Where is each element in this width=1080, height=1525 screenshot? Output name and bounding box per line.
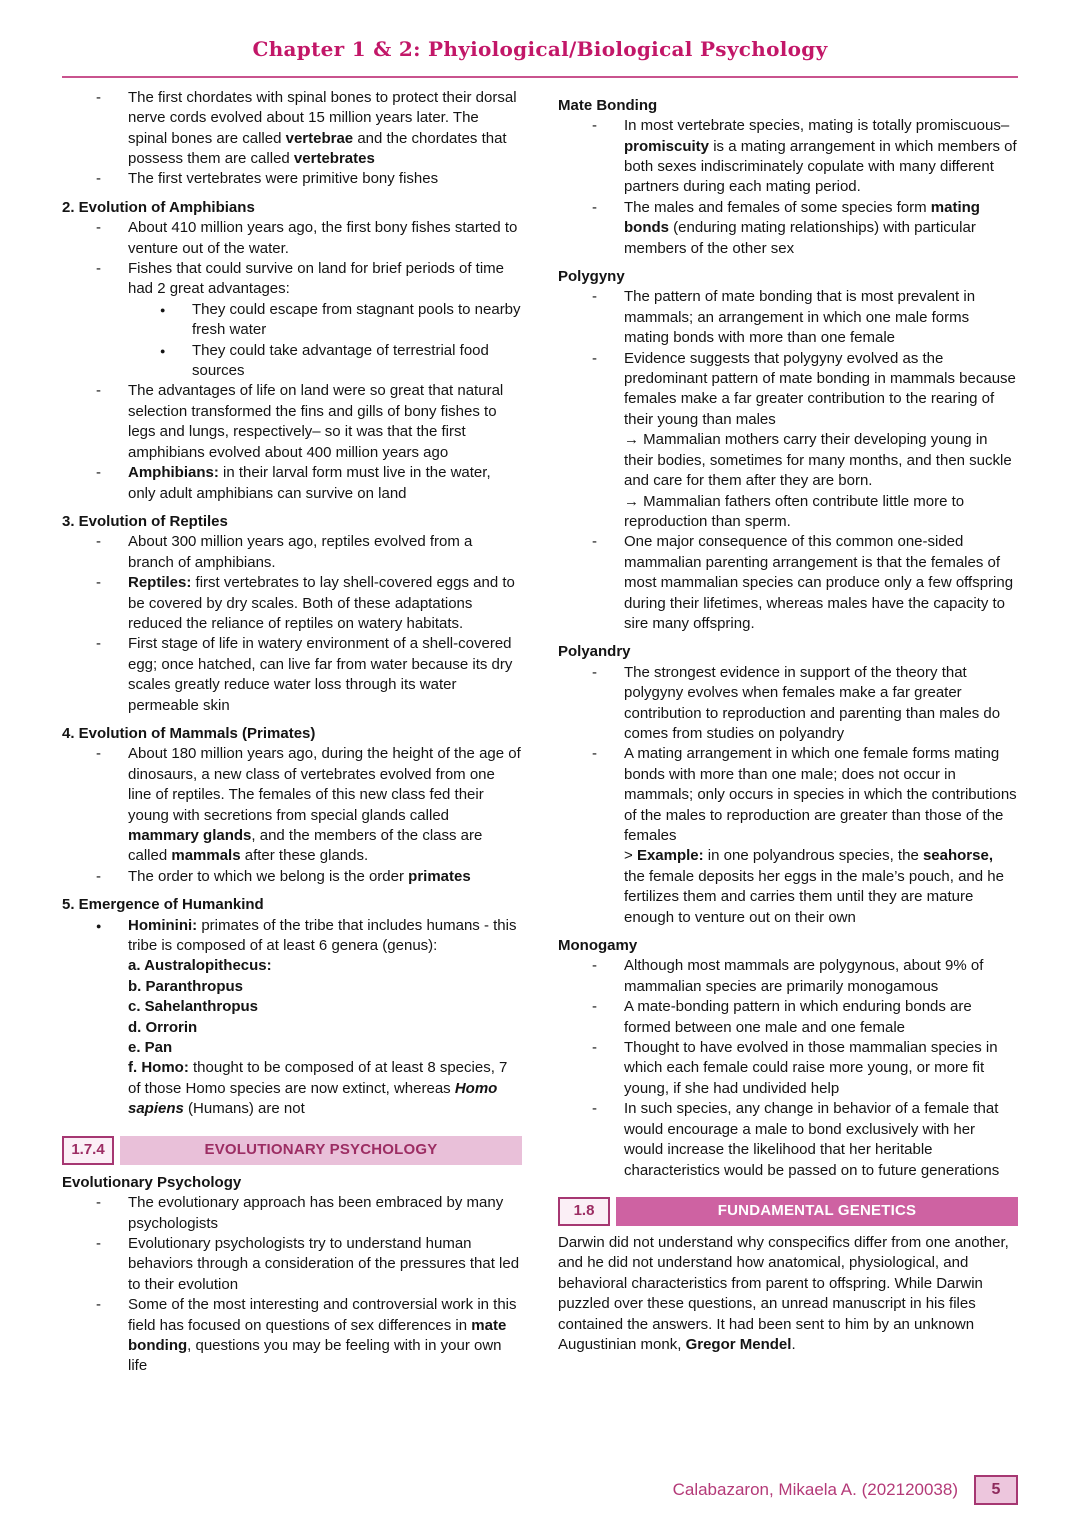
section-heading: 4. Evolution of Mammals (Primates) bbox=[62, 724, 316, 742]
text-run: b. Paranthropus bbox=[128, 977, 244, 995]
text-run: c. Sahelanthropus bbox=[128, 998, 259, 1016]
list-item-text bbox=[624, 116, 1018, 198]
section-heading: 2. Evolution of Amphibians bbox=[62, 198, 255, 216]
text-run: mammals bbox=[171, 847, 241, 865]
text-run: Evolutionary psychologists try to understand human behaviors through a consideration of the pressures that led to their evolution bbox=[128, 1234, 520, 1293]
bullet-marker: ● bbox=[160, 345, 166, 356]
list-item bbox=[558, 1099, 1018, 1181]
list-item bbox=[62, 381, 522, 463]
list-item-text bbox=[624, 287, 1018, 348]
section-banner bbox=[62, 1136, 522, 1165]
list-item bbox=[558, 349, 1018, 533]
list-item bbox=[558, 532, 1018, 634]
text-run: thought to be composed of at least 8 species, 7 of those Homo species are now extinct, whereas bbox=[128, 1059, 508, 1097]
dash-marker: - bbox=[96, 1296, 101, 1314]
list-item-text bbox=[624, 956, 1018, 997]
text-run: Fishes that could survive on land for brief periods of time had 2 great advantages: bbox=[128, 260, 505, 298]
dash-marker: - bbox=[96, 1194, 101, 1212]
text-run: and the chordates that possess them are called bbox=[128, 129, 507, 167]
left-column bbox=[62, 88, 522, 1377]
list-item bbox=[558, 1038, 1018, 1099]
section-heading: Polyandry bbox=[558, 643, 631, 661]
list-item-text bbox=[624, 744, 1018, 928]
text-run: A mating arrangement in which one female forms mating bonds with more than one male; does not occur in mammals; only occurs in species in which the contributions of the males to reproduction are greater than those of the females bbox=[624, 745, 1017, 844]
text-run: (Humans) are not bbox=[183, 1100, 305, 1118]
list-item bbox=[62, 218, 522, 259]
page-number: 5 bbox=[974, 1475, 1018, 1505]
text-run: promiscuity bbox=[624, 137, 710, 155]
list-item-text bbox=[624, 997, 1018, 1038]
dash-marker: - bbox=[96, 219, 101, 237]
list-item-text bbox=[128, 88, 522, 170]
text-run: > bbox=[624, 847, 637, 865]
text-run: → Mammalian fathers often contribute little more to reproduction than sperm. bbox=[624, 492, 965, 530]
dash-marker: - bbox=[96, 464, 101, 482]
list-item bbox=[62, 573, 522, 634]
text-run: Although most mammals are polygynous, about 9% of mammalian species are primarily monogamous bbox=[624, 957, 984, 995]
list-item bbox=[558, 997, 1018, 1038]
list-item bbox=[558, 663, 1018, 745]
paragraph bbox=[558, 1233, 1018, 1355]
text-run: They could take advantage of terrestrial food sources bbox=[192, 341, 489, 380]
text-run: About 410 million years ago, the first bony fishes started to venture out of the water. bbox=[128, 219, 518, 257]
text-run: The males and females of some species form bbox=[624, 198, 931, 216]
dash-marker: - bbox=[592, 1039, 597, 1057]
text-run: First stage of life in watery environment of a shell-covered egg; once hatched, can live far from water because its dry scales greatly reduce water loss through its water permeable skin bbox=[128, 635, 513, 714]
list-item-text bbox=[624, 1099, 1018, 1181]
list-item bbox=[62, 867, 522, 887]
list-item bbox=[62, 744, 522, 866]
text-run: mate bonding bbox=[128, 1316, 507, 1354]
list-item bbox=[62, 88, 522, 170]
section-title: EVOLUTIONARY PSYCHOLOGY bbox=[120, 1136, 522, 1165]
text-run: The first chordates with spinal bones to protect their dorsal nerve cords evolved about 15 million years later. The spinal bones are called bbox=[128, 88, 517, 147]
section-heading: Evolutionary Psychology bbox=[62, 1173, 242, 1191]
list-item-text bbox=[624, 1038, 1018, 1099]
text-run: A mate-bonding pattern in which enduring bonds are formed between one male and one female bbox=[624, 998, 972, 1036]
dash-marker: - bbox=[592, 957, 597, 975]
two-column-body bbox=[62, 88, 1018, 1377]
page-header bbox=[62, 37, 1018, 77]
dash-marker: - bbox=[592, 745, 597, 763]
dash-marker: - bbox=[96, 533, 101, 551]
section-heading: Polygyny bbox=[558, 268, 625, 286]
text-run: Hominini: bbox=[128, 916, 198, 934]
list-item-text bbox=[192, 341, 522, 382]
text-run: d. Orrorin bbox=[128, 1018, 198, 1036]
text-run: mammary glands bbox=[128, 827, 252, 844]
text-run: Gregor Mendel bbox=[685, 1335, 792, 1353]
list-item-text bbox=[128, 381, 522, 463]
dash-marker: - bbox=[592, 198, 597, 216]
section-title: FUNDAMENTAL GENETICS bbox=[616, 1197, 1018, 1226]
dash-marker: - bbox=[96, 867, 101, 885]
text-run: Amphibians: bbox=[128, 464, 219, 482]
dash-marker: - bbox=[96, 88, 101, 106]
text-run: In most vertebrate species, mating is totally promiscuous– bbox=[624, 117, 1010, 135]
dash-marker: - bbox=[592, 1100, 597, 1118]
list-item-text bbox=[128, 532, 522, 573]
list-item bbox=[62, 1234, 522, 1295]
list-item bbox=[62, 341, 522, 382]
dash-marker: - bbox=[96, 745, 101, 763]
dash-marker: - bbox=[592, 349, 597, 367]
text-run: The order to which we belong is the order bbox=[128, 867, 409, 885]
list-item bbox=[62, 259, 522, 300]
list-item bbox=[62, 1193, 522, 1234]
text-run: They could escape from stagnant pools to nearby fresh water bbox=[192, 300, 521, 339]
text-run: e. Pan bbox=[128, 1039, 173, 1057]
list-item bbox=[62, 1295, 522, 1377]
list-item-text bbox=[128, 169, 522, 189]
text-run: The first vertebrates were primitive bony fishes bbox=[128, 170, 439, 188]
text-run: , questions you may be feeling with in your own life bbox=[128, 1336, 502, 1375]
text-run: One major consequence of this common one-sided mammalian parenting arrangement is that the females of most mammalian species can produce only a few offspring during their lifetimes, whereas males have the capacity to sire many offspring. bbox=[624, 533, 1014, 632]
text-run: after these glands. bbox=[240, 847, 369, 865]
title-divider bbox=[62, 76, 1018, 78]
list-item-text bbox=[624, 532, 1018, 634]
right-column bbox=[558, 88, 1018, 1356]
list-item-text bbox=[192, 300, 522, 341]
dash-marker: - bbox=[592, 533, 597, 551]
list-item-text bbox=[624, 198, 1018, 259]
text-run: About 180 million years ago, during the height of the age of dinosaurs, a new class of vertebrates evolved from one line of reptiles. The females of this new class fed their young with secretions from special glands called bbox=[128, 745, 521, 824]
text-run: Example: bbox=[636, 847, 704, 865]
dash-marker: - bbox=[592, 117, 597, 135]
section-heading: 3. Evolution of Reptiles bbox=[62, 512, 228, 530]
text-run: the female deposits her eggs in the male’s pouch, and he fertilizes them and carries them until they are mature enough to venture out on their own bbox=[624, 867, 1004, 926]
text-run: Darwin did not understand why conspecifics differ from one another, and he did not understand how anatomical, physiological, and behavioral characteristics from parent to offspring. While Darwin puzzled over these questions, an unread manuscript in his files contained the answers. It had been sent to him by an unknown Augustinian monk, bbox=[558, 1233, 1009, 1353]
dash-marker: - bbox=[592, 288, 597, 306]
text-run: The pattern of mate bonding that is most prevalent in mammals; an arrangement in which one male forms mating bonds with more than one female bbox=[624, 288, 976, 347]
text-run: is a mating arrangement in which members of both sexes indiscriminately copulate with many different partners during each mating period. bbox=[624, 137, 1017, 196]
text-run: f. Homo: bbox=[128, 1059, 189, 1077]
text-run: , and the members of the class are called bbox=[128, 827, 483, 865]
bullet-marker: ● bbox=[160, 304, 166, 315]
text-run: Reptiles: bbox=[128, 574, 192, 592]
list-item-text bbox=[128, 867, 522, 887]
dash-marker: - bbox=[96, 260, 101, 278]
page-title: Chapter 1 & 2: Phyiological/Biological Psychology bbox=[252, 37, 828, 62]
text-run: vertebrae bbox=[285, 129, 354, 147]
text-run: mating bonds bbox=[624, 198, 980, 237]
page-footer bbox=[673, 1475, 1018, 1505]
text-run: a. Australopithecus: bbox=[128, 957, 272, 975]
list-item bbox=[558, 744, 1018, 928]
list-item-text bbox=[128, 916, 522, 1120]
text-run: → Mammalian mothers carry their developing young in their bodies, sometimes for many months, and then suckle and care for them after they are born. bbox=[624, 431, 1012, 490]
list-item-text bbox=[128, 744, 522, 866]
list-item bbox=[62, 532, 522, 573]
text-run: primates bbox=[408, 867, 471, 885]
text-run: (enduring mating relationships) with particular members of the other sex bbox=[624, 219, 976, 257]
list-item-text bbox=[128, 634, 522, 716]
text-run: In such species, any change in behavior of a female that would encourage a male to bond exclusively with her would increase the likelihood that her heritable characteristics would be passed on to future generations bbox=[624, 1100, 1000, 1179]
list-item-text bbox=[128, 463, 522, 504]
text-run: The advantages of life on land were so great that natural selection transformed the fins and gills of bony fishes to legs and lungs, respectively– so it was that the first amphibians evolved about 400 million years ago bbox=[128, 382, 504, 461]
dash-marker: - bbox=[96, 382, 101, 400]
list-item-text bbox=[128, 1234, 522, 1295]
section-heading: Mate Bonding bbox=[558, 96, 658, 114]
list-item bbox=[558, 198, 1018, 259]
text-run: About 300 million years ago, reptiles evolved from a branch of amphibians. bbox=[128, 533, 473, 571]
list-item-text bbox=[624, 349, 1018, 533]
text-run: Evidence suggests that polygyny evolved as the predominant pattern of mate bonding in mammals because females make a far greater contribution to the rearing of their young than males bbox=[624, 349, 1016, 428]
text-run: The strongest evidence in support of the theory that polygyny evolves when females make a far greater contribution to reproduction and parenting than males do comes from studies on polyandry bbox=[624, 663, 1001, 742]
dash-marker: - bbox=[96, 170, 101, 188]
text-run: first vertebrates to lay shell-covered eggs and to be covered by dry scales. Both of these adaptations reduced the reliance of reptiles on watery habitats. bbox=[128, 574, 515, 632]
list-item bbox=[62, 916, 522, 1120]
section-heading: 5. Emergence of Humankind bbox=[62, 896, 264, 914]
text-run: Thought to have evolved in those mammalian species in which each female could raise more young, or more fit young, if she had undivided help bbox=[624, 1039, 998, 1097]
section-banner bbox=[558, 1197, 1018, 1226]
list-item-text bbox=[624, 663, 1018, 745]
list-item bbox=[62, 169, 522, 189]
list-item bbox=[62, 463, 522, 504]
list-item bbox=[558, 116, 1018, 198]
text-run: The evolutionary approach has been embraced by many psychologists bbox=[128, 1194, 504, 1232]
list-item-text bbox=[128, 218, 522, 259]
list-item-text bbox=[128, 1193, 522, 1234]
section-number: 1.7.4 bbox=[62, 1136, 114, 1165]
text-run: in one polyandrous species, the bbox=[703, 847, 923, 865]
list-item-text bbox=[128, 1295, 522, 1377]
list-item-text bbox=[128, 573, 522, 634]
dash-marker: - bbox=[96, 635, 101, 653]
dash-marker: - bbox=[96, 574, 101, 592]
section-number: 1.8 bbox=[558, 1197, 610, 1226]
list-item bbox=[62, 300, 522, 341]
bullet-marker: ● bbox=[96, 920, 102, 931]
dash-marker: - bbox=[96, 1234, 101, 1252]
dash-marker: - bbox=[592, 998, 597, 1016]
text-run: . bbox=[791, 1335, 796, 1353]
dash-marker: - bbox=[592, 663, 597, 681]
text-run: seahorse, bbox=[922, 847, 993, 865]
section-heading: Monogamy bbox=[558, 937, 638, 955]
list-item-text bbox=[128, 259, 522, 300]
text-run: in their larval form must live in the water, only adult amphibians can survive on land bbox=[128, 464, 491, 502]
text-run: vertebrates bbox=[293, 150, 375, 167]
text-run: primates of the tribe that includes humans - this tribe is composed of at least 6 genera (genus): bbox=[128, 916, 517, 955]
author-name: Calabazaron, Mikaela A. (202120038) bbox=[672, 1480, 958, 1499]
list-item bbox=[558, 287, 1018, 348]
list-item bbox=[62, 634, 522, 716]
text-run: Homo sapiens bbox=[128, 1079, 498, 1118]
text-run: Some of the most interesting and controversial work in this field has focused on questions of sex differences in bbox=[128, 1296, 517, 1334]
list-item bbox=[558, 956, 1018, 997]
